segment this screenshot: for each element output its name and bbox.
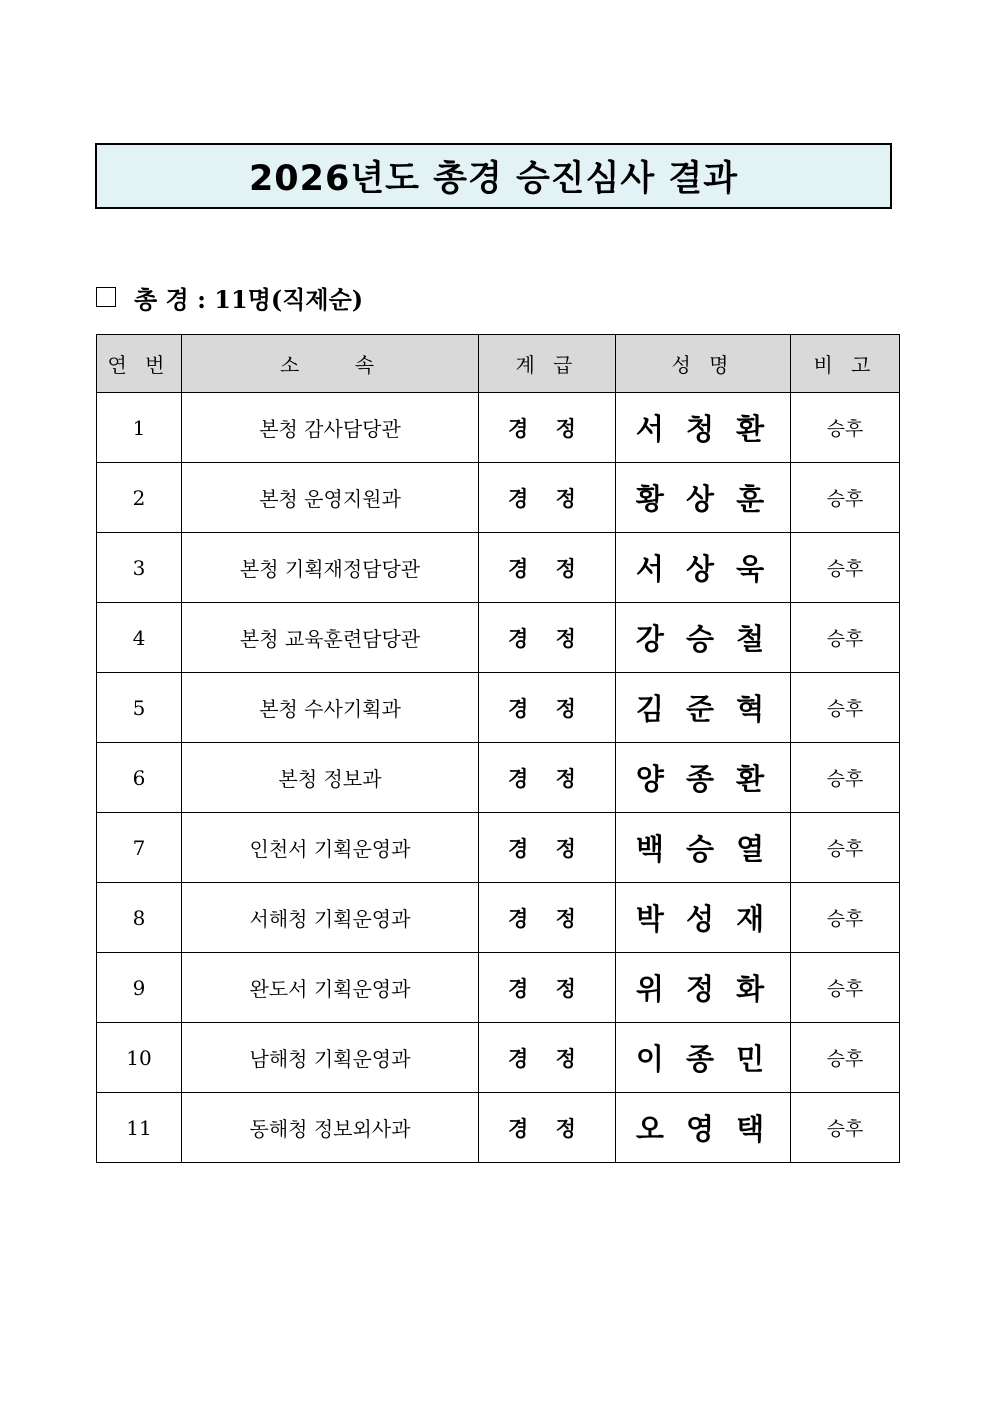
rank: 경 정: [479, 603, 616, 673]
note: 승후: [791, 1023, 900, 1093]
table-row: [97, 743, 900, 813]
checkbox-icon: [96, 287, 116, 307]
row-number: 6: [97, 743, 182, 813]
note: 승후: [791, 673, 900, 743]
person-name: 박 성 재: [616, 883, 791, 953]
department: 본청 교육훈련담당관: [182, 603, 479, 673]
rank: 경 정: [479, 1093, 616, 1163]
rank: 경 정: [479, 813, 616, 883]
header-dept: 소 속: [182, 335, 479, 393]
rank: 경 정: [479, 533, 616, 603]
row-number: 4: [97, 603, 182, 673]
note: 승후: [791, 883, 900, 953]
table-row: [97, 603, 900, 673]
row-number: 11: [97, 1093, 182, 1163]
person-name: 양 종 환: [616, 743, 791, 813]
note: 승후: [791, 463, 900, 533]
table-row: [97, 393, 900, 463]
person-name: 오 영 택: [616, 1093, 791, 1163]
row-number: 5: [97, 673, 182, 743]
department: 인천서 기획운영과: [182, 813, 479, 883]
person-name: 이 종 민: [616, 1023, 791, 1093]
note: 승후: [791, 1093, 900, 1163]
row-number: 7: [97, 813, 182, 883]
department: 동해청 정보외사과: [182, 1093, 479, 1163]
person-name: 위 정 화: [616, 953, 791, 1023]
row-number: 2: [97, 463, 182, 533]
table-row: [97, 953, 900, 1023]
person-name: 강 승 철: [616, 603, 791, 673]
department: 본청 감사담당관: [182, 393, 479, 463]
person-name: 서 청 환: [616, 393, 791, 463]
header-name: 성 명: [616, 335, 791, 393]
header-rank: 계 급: [479, 335, 616, 393]
row-number: 9: [97, 953, 182, 1023]
department: 본청 수사기획과: [182, 673, 479, 743]
note: 승후: [791, 813, 900, 883]
rank: 경 정: [479, 673, 616, 743]
person-name: 백 승 열: [616, 813, 791, 883]
person-name: 서 상 욱: [616, 533, 791, 603]
section-heading: [96, 280, 363, 314]
rank: 경 정: [479, 463, 616, 533]
table-row: [97, 813, 900, 883]
table-row: [97, 533, 900, 603]
page-title: 2026년도 총경 승진심사 결과: [248, 159, 739, 199]
department: 완도서 기획운영과: [182, 953, 479, 1023]
rank: 경 정: [479, 953, 616, 1023]
row-number: 8: [97, 883, 182, 953]
section-label: 총 경 : 11명(직제순): [134, 284, 364, 314]
note: 승후: [791, 533, 900, 603]
department: 본청 운영지원과: [182, 463, 479, 533]
table-header-row: [97, 335, 900, 393]
table-row: [97, 1093, 900, 1163]
department: 본청 정보과: [182, 743, 479, 813]
table-row: [97, 883, 900, 953]
person-name: 김 준 혁: [616, 673, 791, 743]
department: 본청 기획재정담당관: [182, 533, 479, 603]
title-box: [95, 143, 892, 209]
note: 승후: [791, 393, 900, 463]
table-row: [97, 1023, 900, 1093]
department: 서해청 기획운영과: [182, 883, 479, 953]
header-note: 비 고: [791, 335, 900, 393]
row-number: 3: [97, 533, 182, 603]
table-row: [97, 673, 900, 743]
header-no: 연 번: [97, 335, 182, 393]
person-name: 황 상 훈: [616, 463, 791, 533]
note: 승후: [791, 603, 900, 673]
note: 승후: [791, 953, 900, 1023]
row-number: 1: [97, 393, 182, 463]
note: 승후: [791, 743, 900, 813]
rank: 경 정: [479, 1023, 616, 1093]
department: 남해청 기획운영과: [182, 1023, 479, 1093]
rank: 경 정: [479, 743, 616, 813]
rank: 경 정: [479, 883, 616, 953]
row-number: 10: [97, 1023, 182, 1093]
rank: 경 정: [479, 393, 616, 463]
table-row: [97, 463, 900, 533]
results-table: [96, 334, 900, 1163]
